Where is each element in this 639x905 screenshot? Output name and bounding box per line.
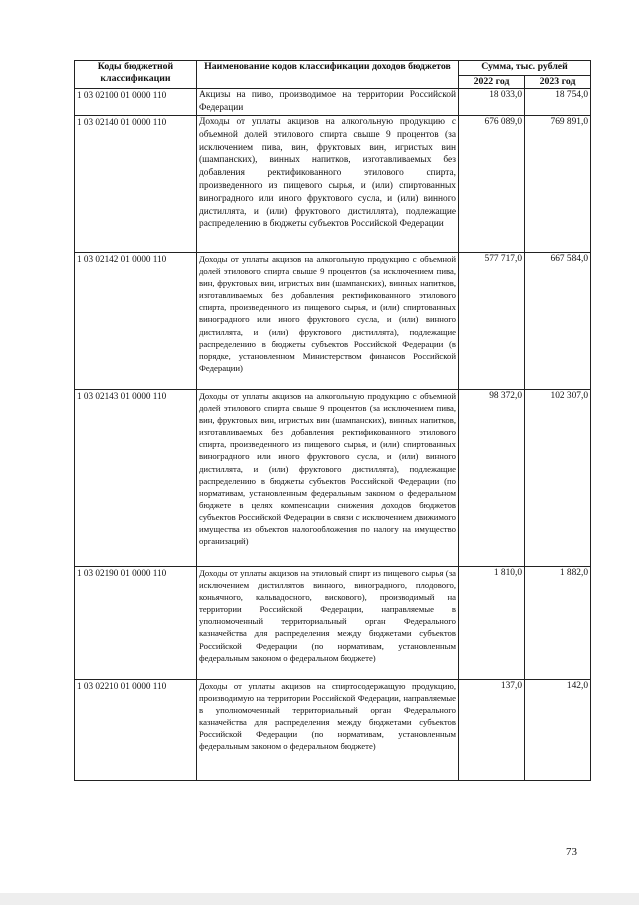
table-header	[75, 61, 591, 89]
row-name: Доходы от уплаты акцизов на алкогольную продукцию с объемной долей этилового спирта свыше 9 процентов (за исключением пива, вин, фруктовых вин, игристых вин (шампанских), винных напитков, изготавливаемых без добавления ректификованного этилового спирта, произведенного из пищевого сырья, и (или) спиртованных виноградного или иного фруктового сусла, и (или) винного дистиллята, и (или) фруктового дистиллята), подлежащие распределению в бюджеты субъектов Российской Федерации (в порядке, установленном Министерством финансов Российской Федерации)	[197, 253, 459, 390]
header-names: Наименование кодов классификации доходов бюджетов	[197, 61, 459, 89]
header-sum: Сумма, тыс. рублей	[459, 61, 591, 76]
scan-bottom-edge	[0, 893, 639, 905]
row-value-2023: 1 882,0	[525, 567, 591, 680]
row-value-2023: 142,0	[525, 680, 591, 781]
table-row	[75, 680, 591, 781]
row-value-2022: 98 372,0	[459, 390, 525, 567]
row-code: 1 03 02190 01 0000 110	[75, 567, 197, 680]
header-year-2023: 2023 год	[525, 76, 591, 89]
row-value-2022: 577 717,0	[459, 253, 525, 390]
row-code: 1 03 02100 01 0000 110	[75, 89, 197, 116]
row-value-2023: 102 307,0	[525, 390, 591, 567]
row-code: 1 03 02210 01 0000 110	[75, 680, 197, 781]
row-name: Доходы от уплаты акцизов на этиловый спирт из пищевого сырья (за исключением дистиллятов винного, виноградного, плодового, коньячного, кальвадосного, вискового), производимый на территории Российской Федерации, направляемые в уполномоченный территориальный орган Федерального казначейства для распределения между бюджетами субъектов Российской Федерации (по нормативам, установленным федеральным законом о федеральном бюджете)	[197, 567, 459, 680]
row-value-2023: 18 754,0	[525, 89, 591, 116]
row-code: 1 03 02142 01 0000 110	[75, 253, 197, 390]
row-name: Доходы от уплаты акцизов на алкогольную продукцию с объемной долей этилового спирта свыше 9 процентов (за исключением пива, вин, фруктовых вин, игристых вин (шампанских), винных напитков, изготавливаемых без добавления ректификованного этилового спирта, произведенного из пищевого сырья, и (или) спиртованных виноградного или иного фруктового сусла, и (или) винного дистиллята, и (или) фруктового дистиллята), подлежащие распределению в бюджеты субъектов Российской Федерации	[197, 116, 459, 253]
table-row	[75, 253, 591, 390]
row-value-2022: 1 810,0	[459, 567, 525, 680]
table-row	[75, 390, 591, 567]
budget-classification-table	[74, 60, 591, 781]
table-row	[75, 567, 591, 680]
row-name: Доходы от уплаты акцизов на спиртосодержащую продукцию, производимую на территории Российской Федерации, направляемые в уполномоченный территориальный орган Федерального казначейства для распределения между бюджетами субъектов Российской Федерации (по нормативам, установленным федеральным законом о федеральном бюджете)	[197, 680, 459, 781]
table-row	[75, 116, 591, 253]
page-number: 73	[566, 846, 577, 858]
header-year-2022: 2022 год	[459, 76, 525, 89]
row-value-2022: 18 033,0	[459, 89, 525, 116]
row-value-2022: 676 089,0	[459, 116, 525, 253]
row-value-2023: 769 891,0	[525, 116, 591, 253]
table-row	[75, 89, 591, 116]
row-name: Акцизы на пиво, производимое на территории Российской Федерации	[197, 89, 459, 116]
header-codes: Коды бюджетной классификации	[75, 61, 197, 89]
row-value-2023: 667 584,0	[525, 253, 591, 390]
row-code: 1 03 02143 01 0000 110	[75, 390, 197, 567]
row-name: Доходы от уплаты акцизов на алкогольную продукцию с объемной долей этилового спирта свыше 9 процентов (за исключением пива, вин, фруктовых вин, игристых вин (шампанских), винных напитков, изготавливаемых без добавления ректификованного этилового спирта, произведенного из пищевого сырья, и (или) спиртованных виноградного или иного фруктового сусла, и (или) винного дистиллята, и (или) фруктового дистиллята), подлежащие распределению в бюджеты субъектов Российской Федерации (по нормативам, установленным федеральным законом о федеральном бюджете в целях компенсации снижения доходов бюджетов субъектов Российской Федерации в связи с исключением движимого имущества из объектов налогообложения по налогу на имущество организаций)	[197, 390, 459, 567]
row-value-2022: 137,0	[459, 680, 525, 781]
row-code: 1 03 02140 01 0000 110	[75, 116, 197, 253]
